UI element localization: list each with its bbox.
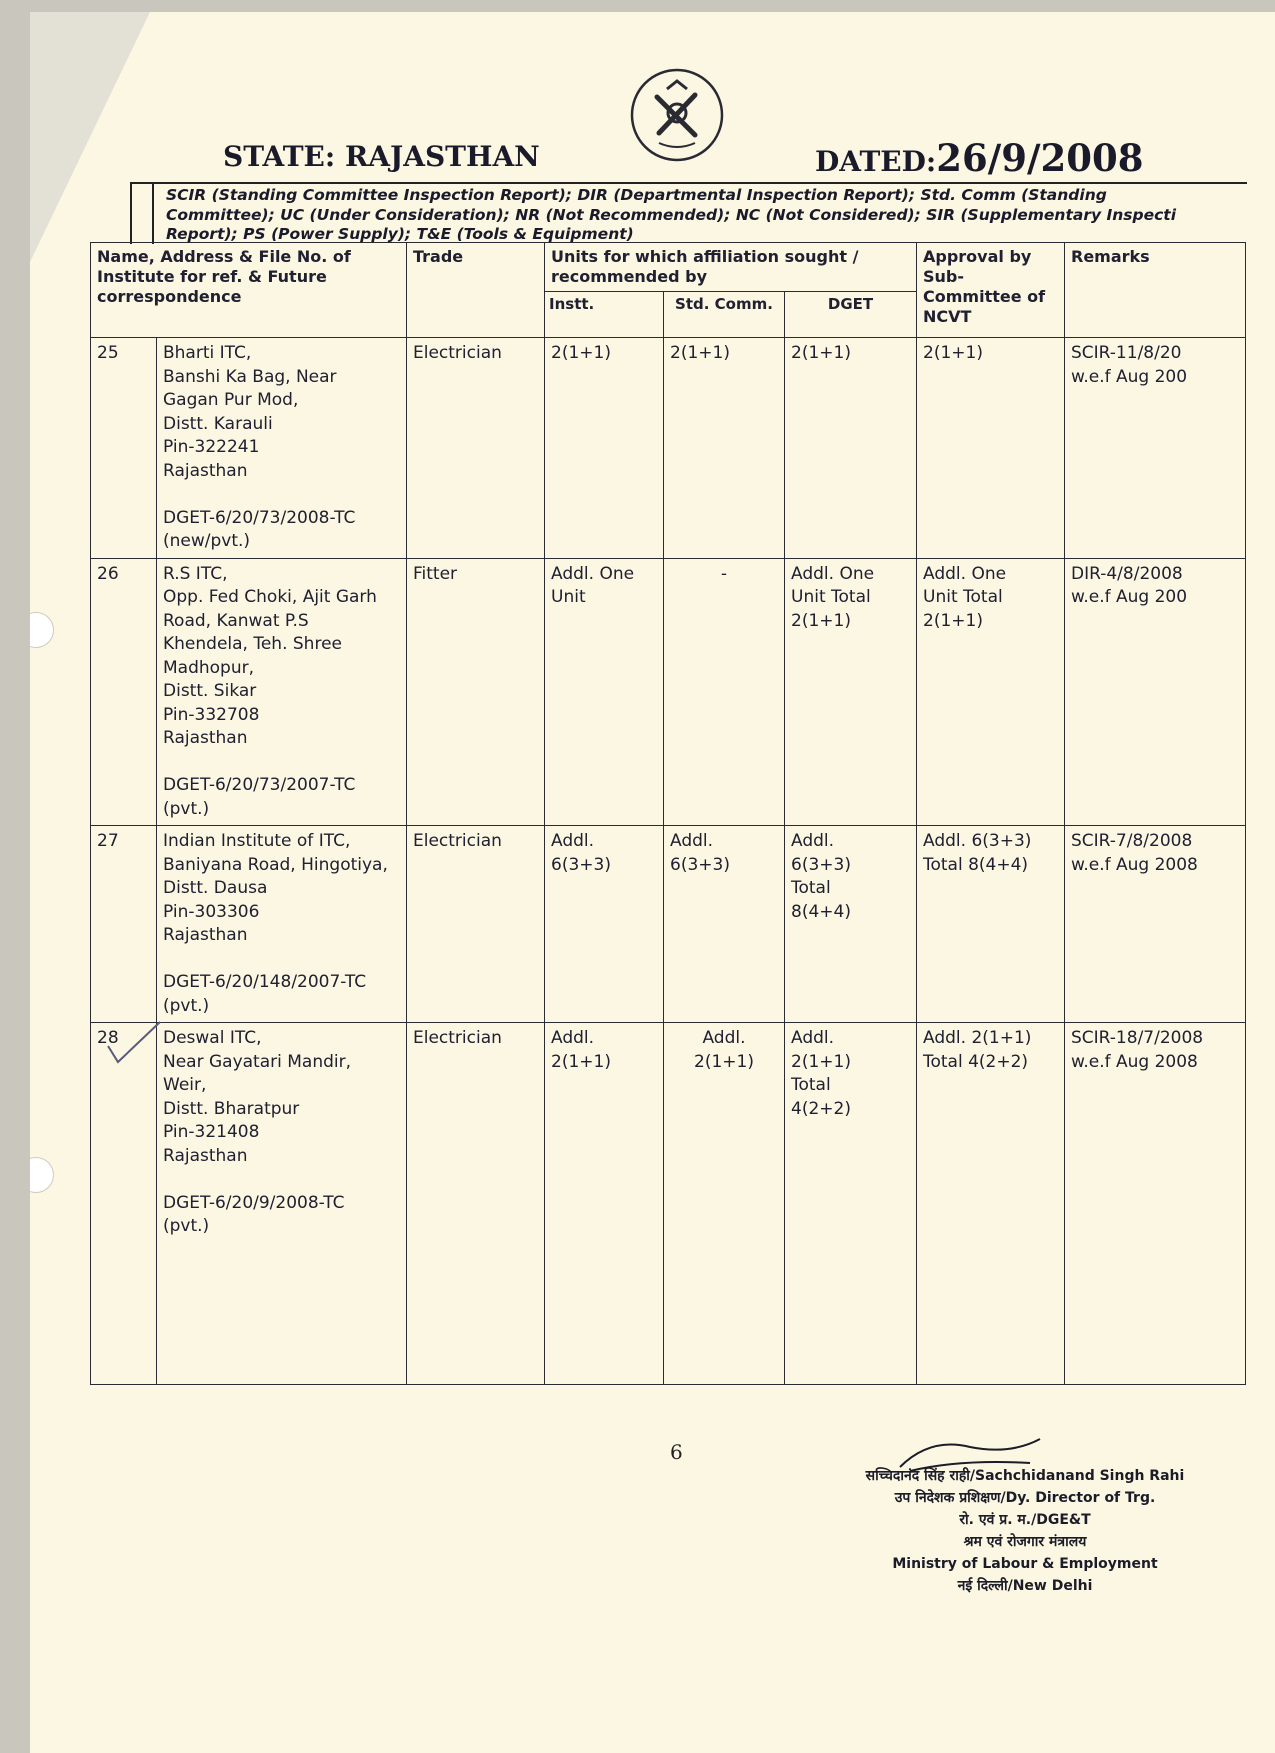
std-comm-units: -: [664, 558, 785, 826]
date-value: 26/9/2008: [936, 136, 1144, 180]
row-number: 26: [91, 558, 157, 826]
page-number: 6: [670, 1440, 683, 1464]
header-dget: DGET: [785, 292, 917, 338]
signatory-office: रो. एवं प्र. म./DGE&T: [959, 1512, 1091, 1528]
trade-cell: Electrician: [407, 338, 545, 559]
header-std-comm: Std. Comm.: [664, 292, 785, 338]
dget-units: 2(1+1): [785, 338, 917, 559]
remarks-cell: DIR-4/8/2008 w.e.f Aug 200: [1065, 558, 1246, 826]
instt-units: 2(1+1): [545, 338, 664, 559]
institute-address: Bharti ITC, Banshi Ka Bag, Near Gagan Pur Mod, Distt. Karauli Pin-322241 Rajasthan DGET-6/20/73/2008-TC (new/pvt.): [157, 338, 407, 559]
institute-address: Indian Institute of ITC, Baniyana Road, Hingotiya, Distt. Dausa Pin-303306 Rajasthan DGET-6/20/148/2007-TC (pvt.): [157, 826, 407, 1023]
header-instt: Instt.: [545, 292, 664, 338]
remarks-cell: SCIR-18/7/2008 w.e.f Aug 2008: [1065, 1023, 1246, 1385]
approval-units: Addl. One Unit Total 2(1+1): [917, 558, 1065, 826]
signatory-ministry: Ministry of Labour & Employment: [892, 1556, 1158, 1572]
remarks-cell: SCIR-11/8/20 w.e.f Aug 200: [1065, 338, 1246, 559]
dget-units: Addl. One Unit Total 2(1+1): [785, 558, 917, 826]
header-trade: Trade: [407, 243, 545, 338]
punch-hole: [30, 612, 54, 648]
std-comm-units: Addl. 6(3+3): [664, 826, 785, 1023]
remarks-cell: SCIR-7/8/2008 w.e.f Aug 2008: [1065, 826, 1246, 1023]
signatory-designation: उप निदेशक प्रशिक्षण/Dy. Director of Trg.: [894, 1490, 1156, 1506]
table-row: [91, 1023, 1246, 1385]
table-row: [91, 826, 1246, 1023]
table-row: [91, 338, 1246, 559]
row-number: 25: [91, 338, 157, 559]
header-remarks: Remarks: [1065, 243, 1246, 338]
signature-stamp: [865, 1465, 1185, 1597]
header-approval: Approval by Sub-Committee of NCVT: [917, 243, 1065, 338]
abbreviation-legend: SCIR (Standing Committee Inspection Report); DIR (Departmental Inspection Report); Std. Comm (Standing Committee); UC (Under Consideration); NR (Not Recommended); NC (Not Considered); SIR (Supplementary Inspecti Report); PS (Power Supply); T&E (Tools & Equipment): [166, 186, 1177, 243]
table-row: [91, 558, 1246, 826]
checkmark-icon: [104, 1018, 164, 1068]
approval-units: 2(1+1): [917, 338, 1065, 559]
trade-cell: Fitter: [407, 558, 545, 826]
dget-units: Addl. 6(3+3) Total 8(4+4): [785, 826, 917, 1023]
approval-units: Addl. 2(1+1) Total 4(2+2): [917, 1023, 1065, 1385]
row-number: 27: [91, 826, 157, 1023]
row-number: 28: [91, 1023, 157, 1385]
state-title: STATE: RAJASTHAN: [223, 140, 540, 173]
signatory-city: नई दिल्ली/New Delhi: [957, 1578, 1093, 1594]
dget-units: Addl. 2(1+1) Total 4(2+2): [785, 1023, 917, 1385]
header-row: [91, 243, 1246, 292]
std-comm-units: Addl. 2(1+1): [664, 1023, 785, 1385]
signatory-name: सच्चिदानंद सिंह राही/Sachchidanand Singh Rahi: [865, 1468, 1185, 1484]
instt-units: Addl. One Unit: [545, 558, 664, 826]
document-date: [815, 136, 1144, 180]
legend-inner-frame: [152, 184, 1249, 244]
header-units: Units for which affiliation sought / recommended by: [545, 243, 917, 292]
signatory-ministry-hindi: श्रम एवं रोजगार मंत्रालय: [963, 1534, 1087, 1550]
std-comm-units: 2(1+1): [664, 338, 785, 559]
affiliation-table: [90, 242, 1246, 1385]
trade-cell: Electrician: [407, 1023, 545, 1385]
trade-cell: Electrician: [407, 826, 545, 1023]
government-emblem-icon: [629, 67, 725, 163]
instt-units: Addl. 2(1+1): [545, 1023, 664, 1385]
abbreviation-legend-box: [130, 182, 1247, 244]
institute-address: R.S ITC, Opp. Fed Choki, Ajit Garh Road, Kanwat P.S Khendela, Teh. Shree Madhopur, Distt. Sikar Pin-332708 Rajasthan DGET-6/20/73/2007-TC (pvt.): [157, 558, 407, 826]
punch-hole: [30, 1157, 54, 1193]
date-label: DATED:: [815, 145, 937, 178]
institute-address: Deswal ITC, Near Gayatari Mandir, Weir, Distt. Bharatpur Pin-321408 Rajasthan DGET-6/20/9/2008-TC (pvt.): [157, 1023, 407, 1385]
approval-units: Addl. 6(3+3) Total 8(4+4): [917, 826, 1065, 1023]
instt-units: Addl. 6(3+3): [545, 826, 664, 1023]
header-name-address: Name, Address & File No. of Institute for ref. & Future correspondence: [91, 243, 407, 338]
